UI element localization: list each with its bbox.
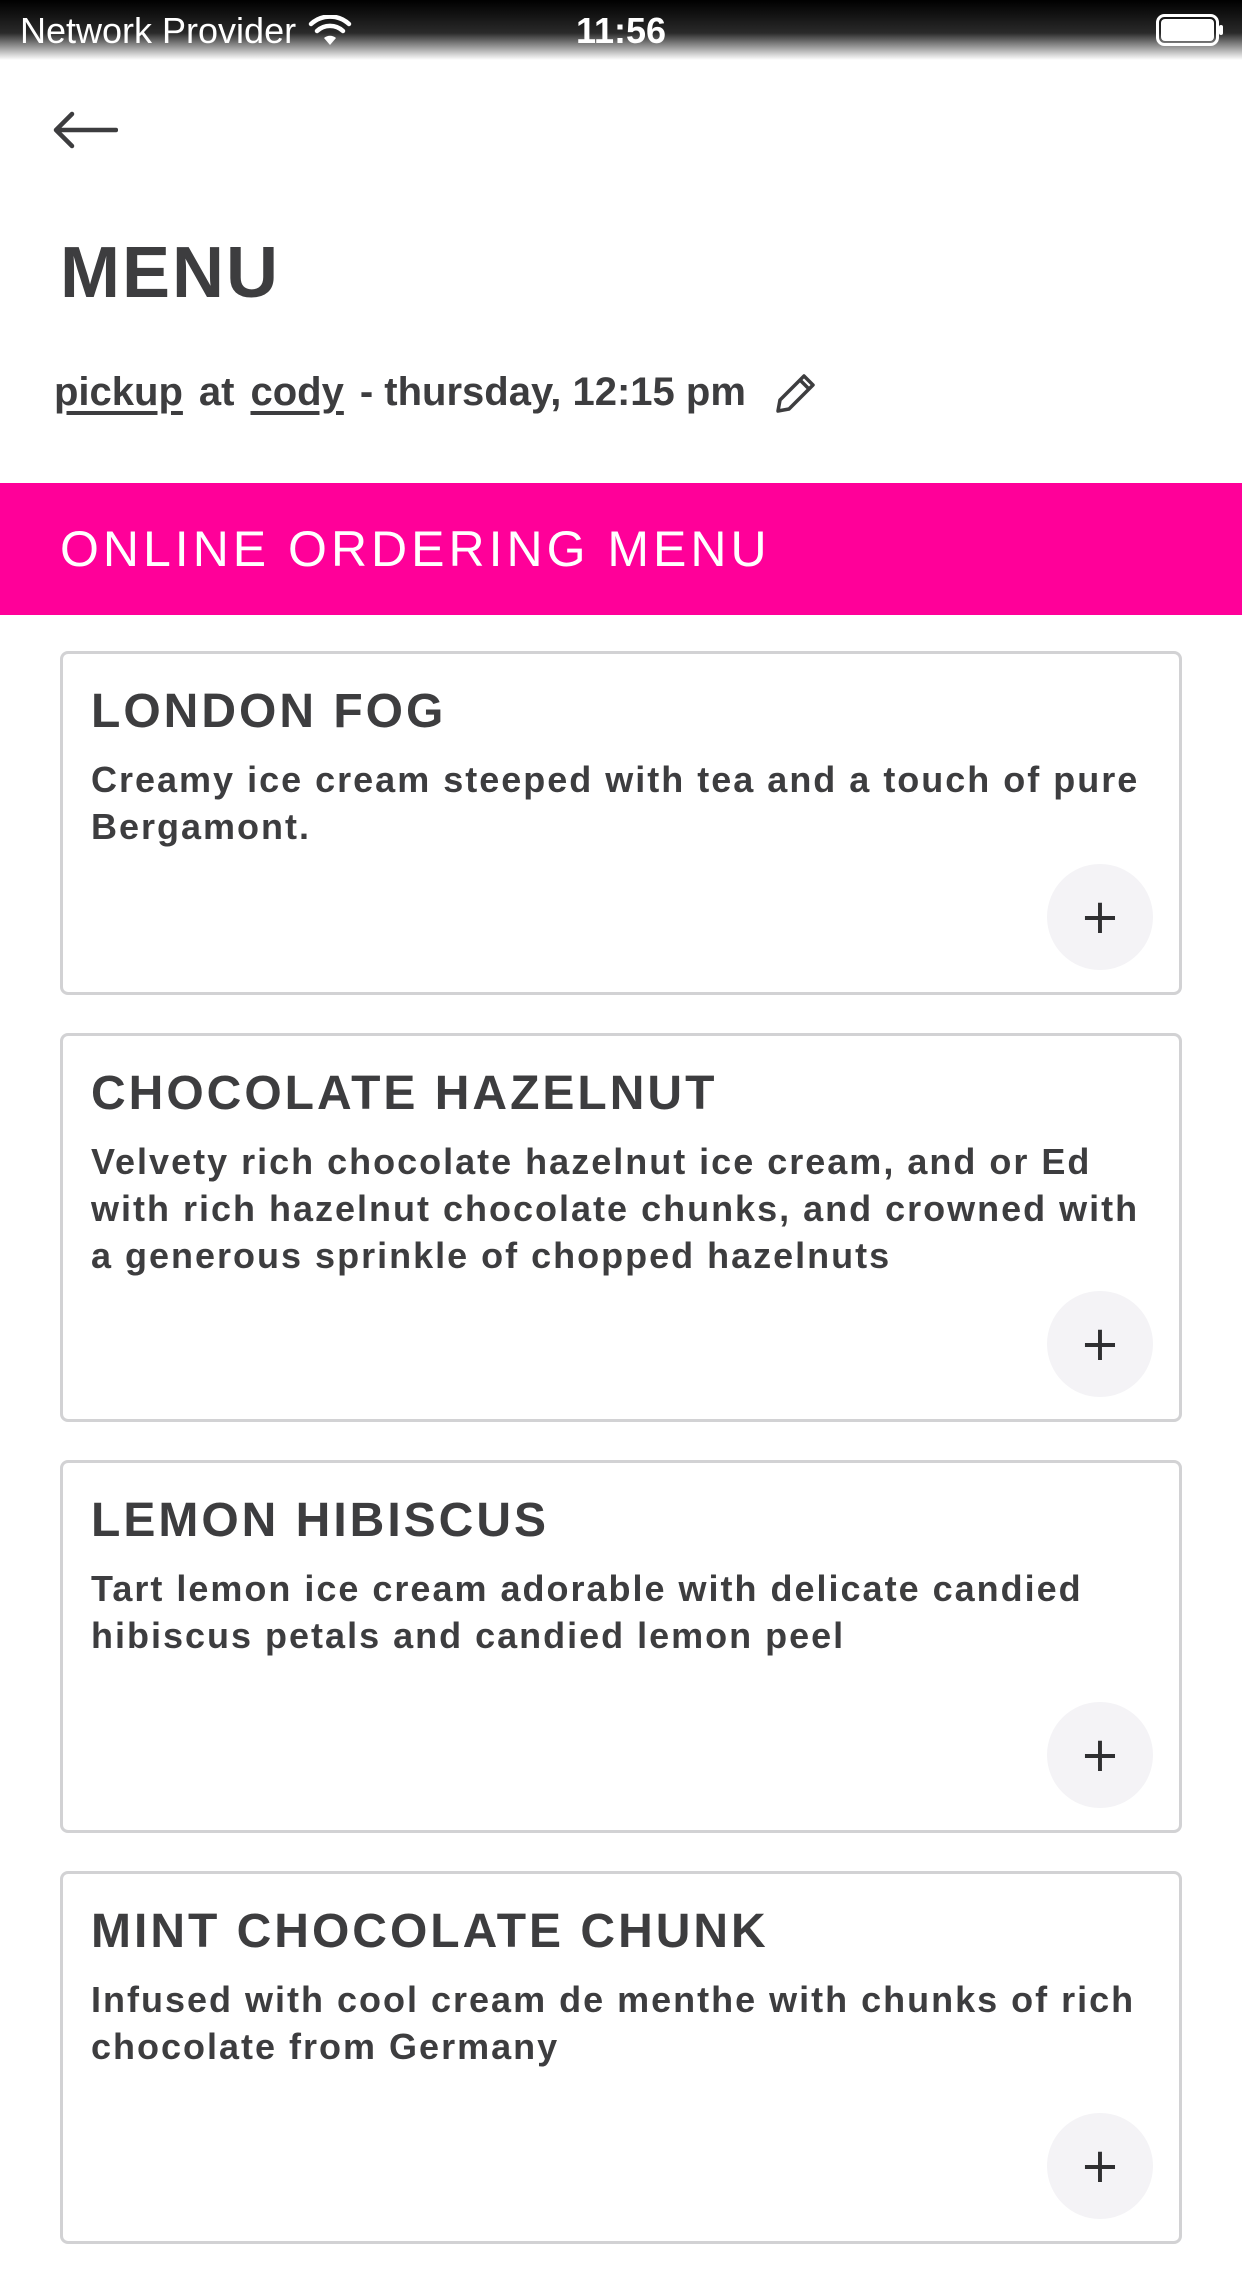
menu-item-description: Infused with cool cream de menthe with chunks of rich chocolate from Germany [91,1979,1136,2067]
order-info [54,370,818,415]
section-banner [0,483,1242,615]
add-item-button[interactable] [1047,864,1153,970]
page-title: MENU [60,233,280,313]
order-method-link[interactable]: pickup [54,370,183,414]
arrow-left-icon [52,110,118,150]
plus-icon: + [1079,1727,1121,1783]
order-location-link[interactable]: cody [250,370,344,414]
menu-item-description: Tart lemon ice cream adorable with delicate candied hibiscus petals and candied lemon peel [91,1568,1083,1656]
menu-item-description: Velvety rich chocolate hazelnut ice cream, and or Ed with rich hazelnut chocolate chunks, and crowned with a generous sprinkle of chopped hazelnuts [91,1141,1140,1276]
menu-item-description: Creamy ice cream steeped with tea and a touch of pure Bergamont. [91,759,1140,847]
carrier-label: Network Provider [20,10,297,51]
menu-item-name: CHOCOLATE HAZELNUT [91,1067,718,1120]
pencil-icon[interactable] [774,371,818,415]
add-item-button[interactable] [1047,1291,1153,1397]
menu-item-name: MINT CHOCOLATE CHUNK [91,1905,769,1958]
menu-item-card[interactable] [60,651,1182,995]
section-title: ONLINE ORDERING MENU [60,521,771,577]
status-bar [0,0,1242,60]
order-schedule: - thursday, 12:15 pm [359,370,746,414]
menu-list [60,651,1182,2282]
plus-icon: + [1079,2138,1121,2194]
plus-icon: + [1079,889,1121,945]
menu-item-card[interactable] [60,1033,1182,1422]
menu-item-name: LONDON FOG [91,685,447,738]
menu-item-card[interactable] [60,1871,1182,2244]
back-button[interactable] [52,100,132,160]
menu-item-name: LEMON HIBISCUS [91,1494,550,1547]
menu-item-card[interactable] [60,1460,1182,1833]
plus-icon: + [1079,1316,1121,1372]
battery-icon [1156,14,1224,46]
add-item-button[interactable] [1047,1702,1153,1808]
status-time: 11:56 [575,10,667,51]
add-item-button[interactable] [1047,2113,1153,2219]
order-connector: at [198,370,235,414]
